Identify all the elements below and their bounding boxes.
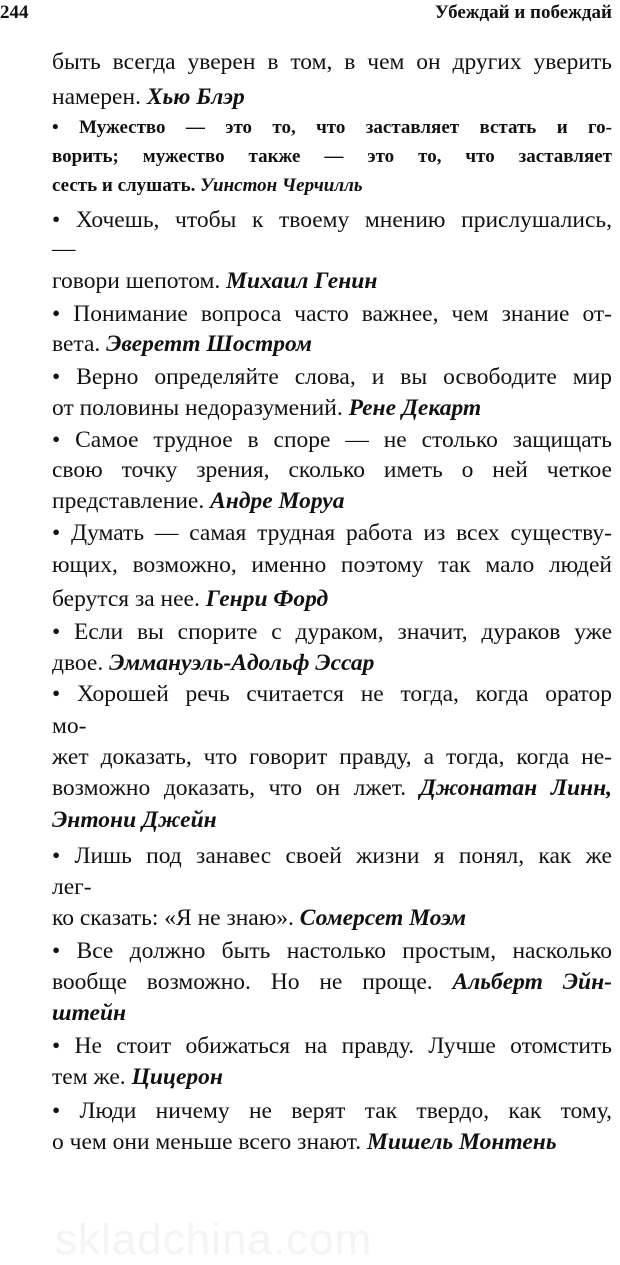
line-text: • Думать — самая трудная работа из всех существу- bbox=[52, 520, 612, 546]
text-line bbox=[52, 234, 612, 264]
line-text: • Верно определяйте слова, и вы освободите мир bbox=[52, 364, 612, 390]
quote-author: Эммануэль-Адольф Эссар bbox=[109, 650, 375, 676]
text-line bbox=[52, 998, 612, 1028]
text-line bbox=[52, 1127, 612, 1157]
text-line bbox=[52, 171, 612, 201]
line-text: • Если вы спорите с дураком, значит, дураков уже bbox=[52, 619, 612, 645]
text-line bbox=[52, 903, 612, 933]
text-line bbox=[52, 82, 612, 112]
text-line bbox=[52, 486, 612, 516]
quote-author: Эверетт Шостром bbox=[106, 331, 313, 357]
text-line bbox=[52, 841, 612, 871]
line-text: вета. bbox=[52, 331, 107, 357]
text-line bbox=[52, 679, 612, 709]
quote-author: штейн bbox=[52, 1000, 127, 1026]
line-text: ворить; мужество также — это то, что заставляет bbox=[52, 146, 612, 167]
line-text: тем же. bbox=[52, 1064, 132, 1090]
quote-author: Мишель Монтень bbox=[366, 1129, 557, 1155]
text-line bbox=[52, 584, 612, 614]
line-text: представление. bbox=[52, 488, 211, 514]
line-text: • Лишь под занавес своей жизни я понял, как же bbox=[52, 843, 612, 869]
text-line bbox=[52, 648, 612, 678]
line-text: ко сказать: «Я не знаю». bbox=[52, 905, 300, 931]
text-line bbox=[52, 266, 612, 296]
line-text: жет доказать, что говорит правду, а тогда, когда не- bbox=[52, 744, 612, 770]
quote-author: Уинстон Черчилль bbox=[200, 175, 363, 196]
line-text: двое. bbox=[52, 650, 110, 676]
text-line bbox=[52, 425, 612, 455]
line-text: ющих, возможно, именно поэтому так мало людей bbox=[52, 552, 612, 578]
quote-author: Цицерон bbox=[131, 1064, 223, 1090]
text-line bbox=[52, 550, 612, 580]
line-text: • Хочешь, чтобы к твоему мнению прислушались, bbox=[52, 207, 612, 233]
watermark: skladchina.com bbox=[55, 1215, 373, 1264]
quote-author: Генри Форд bbox=[205, 586, 329, 612]
quote-author: Михаил Генин bbox=[226, 268, 378, 294]
line-text: от половины недоразумений. bbox=[52, 395, 349, 421]
text-line bbox=[52, 393, 612, 423]
text-line bbox=[52, 872, 612, 902]
text-line bbox=[52, 362, 612, 392]
line-text: • Понимание вопроса часто важнее, чем знание от- bbox=[52, 301, 612, 327]
line-text: • Хорошей речь считается не тогда, когда оратор bbox=[52, 681, 612, 707]
line-text: • Мужество — это то, что заставляет встать и го- bbox=[52, 117, 612, 138]
text-line bbox=[52, 805, 612, 835]
line-text: намерен. bbox=[52, 84, 147, 110]
text-line bbox=[52, 742, 612, 772]
text-line bbox=[52, 113, 612, 143]
quote-author: Рене Декарт bbox=[348, 395, 482, 421]
quote-author: Джонатан Линн, bbox=[419, 775, 612, 801]
line-text: свою точку зрения, сколько иметь о ней четкое bbox=[52, 457, 612, 483]
running-title: Убеждай и побеждай bbox=[434, 2, 612, 23]
line-text: берутся за нее. bbox=[52, 586, 206, 612]
line-text: лег- bbox=[52, 874, 92, 900]
text-line bbox=[52, 329, 612, 359]
line-text: мо- bbox=[52, 713, 87, 739]
text-line bbox=[52, 1096, 612, 1126]
quote-author: Сомерсет Моэм bbox=[299, 905, 467, 931]
text-line bbox=[52, 936, 612, 966]
text-line bbox=[52, 299, 612, 329]
text-line bbox=[52, 455, 612, 485]
line-text: возможно доказать, что он лжет. bbox=[52, 775, 420, 801]
text-line bbox=[52, 47, 612, 77]
text-line bbox=[52, 205, 612, 235]
text-line bbox=[52, 142, 612, 172]
line-text: • Не стоит обижаться на правду. Лучше отомстить bbox=[52, 1033, 612, 1059]
text-line bbox=[52, 1031, 612, 1061]
page-number: 244 bbox=[0, 2, 29, 23]
line-text: сесть и слушать. bbox=[52, 175, 201, 196]
line-text: быть всегда уверен в том, в чем он других уверить bbox=[52, 49, 612, 75]
line-text: — bbox=[52, 236, 76, 262]
line-text: • Все должно быть настолько простым, насколько bbox=[52, 938, 612, 964]
line-text: вообще возможно. Но не проще. bbox=[52, 969, 453, 995]
text-line bbox=[52, 967, 612, 997]
text-line bbox=[52, 518, 612, 548]
line-text: • Самое трудное в споре — не столько защищать bbox=[52, 427, 612, 453]
quote-author: Андре Моруа bbox=[210, 488, 345, 514]
text-line bbox=[52, 617, 612, 647]
line-text: о чем они меньше всего знают. bbox=[52, 1129, 367, 1155]
line-text: говори шепотом. bbox=[52, 268, 227, 294]
quote-author: Альберт Эйн- bbox=[452, 969, 612, 995]
text-line bbox=[52, 711, 612, 741]
text-line bbox=[52, 1062, 612, 1092]
quote-author: Хью Блэр bbox=[146, 84, 245, 110]
quote-author: Энтони Джейн bbox=[52, 807, 217, 833]
text-line bbox=[52, 773, 612, 803]
line-text: • Люди ничему не верят так твердо, как тому, bbox=[52, 1098, 612, 1124]
